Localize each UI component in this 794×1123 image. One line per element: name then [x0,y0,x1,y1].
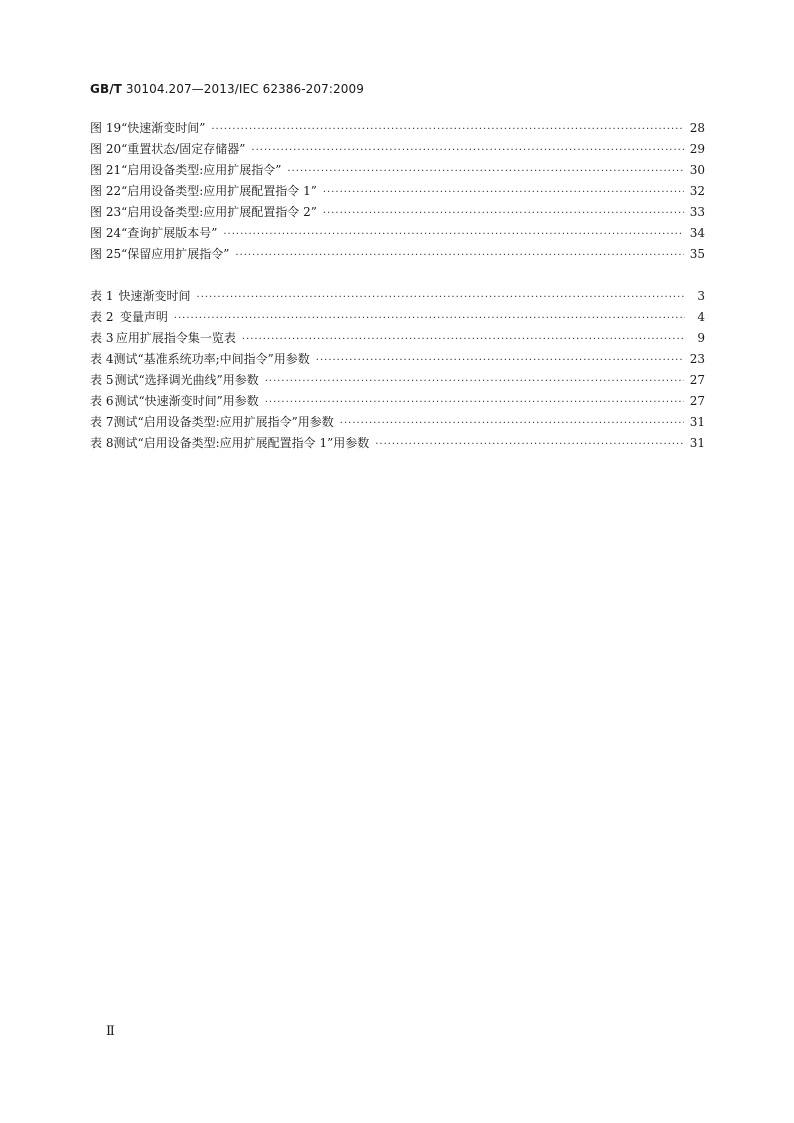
dot-leader [223,224,683,245]
entry-title: 测试“快速渐变时间”用参数 [114,394,259,408]
toc-entry-table-2[interactable] [90,307,705,328]
dot-leader [323,203,684,224]
entry-number: 图 23 [90,205,122,219]
toc-entry-table-6[interactable] [90,391,705,412]
entry-page-number: 32 [689,184,705,198]
toc-entry-figure-23[interactable] [90,202,705,223]
standard-number: 30104.207—2013/IEC 62386-207:2009 [125,82,364,96]
toc-entry-table-3[interactable] [90,328,705,349]
toc-entry-figure-19[interactable] [90,118,705,139]
entry-page-number: 27 [689,373,705,387]
entry-page-number: 31 [689,436,705,450]
dot-leader [211,119,683,140]
entry-title: 快速渐变时间 [118,289,191,303]
dot-leader [375,434,684,455]
entry-title: 测试“启用设备类型:应用扩展指令”用参数 [113,415,334,429]
entry-title: 应用扩展指令集一览表 [115,331,236,345]
toc-entry-table-7[interactable] [90,412,705,433]
entry-number: 图 24 [90,226,122,240]
entry-number: 图 20 [90,142,122,156]
toc-entry-table-4[interactable] [90,349,705,370]
entry-title: “快速渐变时间” [121,121,206,135]
entry-page-number: 30 [689,163,705,177]
entry-number: 图 25 [90,247,122,261]
entry-title: “重置状态/固定存储器” [121,142,246,156]
entry-title: 测试“基准系统功率;中间指令”用参数 [113,352,310,366]
document-header [90,82,364,96]
entry-number: 表 4 [90,352,114,366]
entry-page-number: 4 [697,310,705,324]
dot-leader [340,413,684,434]
figure-list [90,118,705,265]
entry-page-number: 33 [689,205,705,219]
dot-leader [265,371,684,392]
entry-number: 表 7 [90,415,114,429]
entry-page-number: 31 [689,415,705,429]
toc-entry-figure-22[interactable] [90,181,705,202]
dot-leader [316,350,684,371]
page-folio: Ⅱ [106,1024,115,1039]
dot-leader [323,182,684,203]
entry-page-number: 23 [689,352,705,366]
entry-number: 表 1 [90,289,114,303]
dot-leader [235,245,683,266]
dot-leader [287,161,683,182]
entry-number: 表 2 [90,310,114,324]
dot-leader [242,329,685,350]
entry-title: 测试“选择调光曲线”用参数 [114,373,259,387]
entry-page-number: 9 [697,331,705,345]
entry-title: 变量声明 [119,310,168,324]
toc-entry-figure-25[interactable] [90,244,705,265]
entry-page-number: 27 [689,394,705,408]
toc-entry-table-1[interactable] [90,286,705,307]
entry-title: “启用设备类型:应用扩展指令” [121,163,282,177]
toc-entry-table-8[interactable] [90,433,705,454]
entry-title: 测试“启用设备类型:应用扩展配置指令 1”用参数 [113,436,370,450]
standard-prefix: GB/T [90,82,122,96]
entry-title: “保留应用扩展指令” [121,247,230,261]
entry-title: “启用设备类型:应用扩展配置指令 1” [121,184,317,198]
entry-page-number: 35 [689,247,705,261]
toc-entry-figure-21[interactable] [90,160,705,181]
entry-number: 图 22 [90,184,122,198]
entry-number: 图 21 [90,163,122,177]
toc-entry-figure-20[interactable] [90,139,705,160]
entry-number: 表 5 [90,373,114,387]
table-list [90,286,705,454]
entry-page-number: 34 [689,226,705,240]
toc-entry-table-5[interactable] [90,370,705,391]
dot-leader [174,308,685,329]
entry-number: 表 6 [90,394,114,408]
entry-number: 图 19 [90,121,122,135]
entry-page-number: 29 [689,142,705,156]
entry-number: 表 3 [90,331,114,345]
entry-number: 表 8 [90,436,114,450]
entry-page-number: 28 [689,121,705,135]
entry-page-number: 3 [697,289,705,303]
dot-leader [251,140,683,161]
entry-title: “启用设备类型:应用扩展配置指令 2” [121,205,317,219]
entry-title: “查询扩展版本号” [121,226,218,240]
dot-leader [265,392,684,413]
toc-entry-figure-24[interactable] [90,223,705,244]
dot-leader [197,287,685,308]
